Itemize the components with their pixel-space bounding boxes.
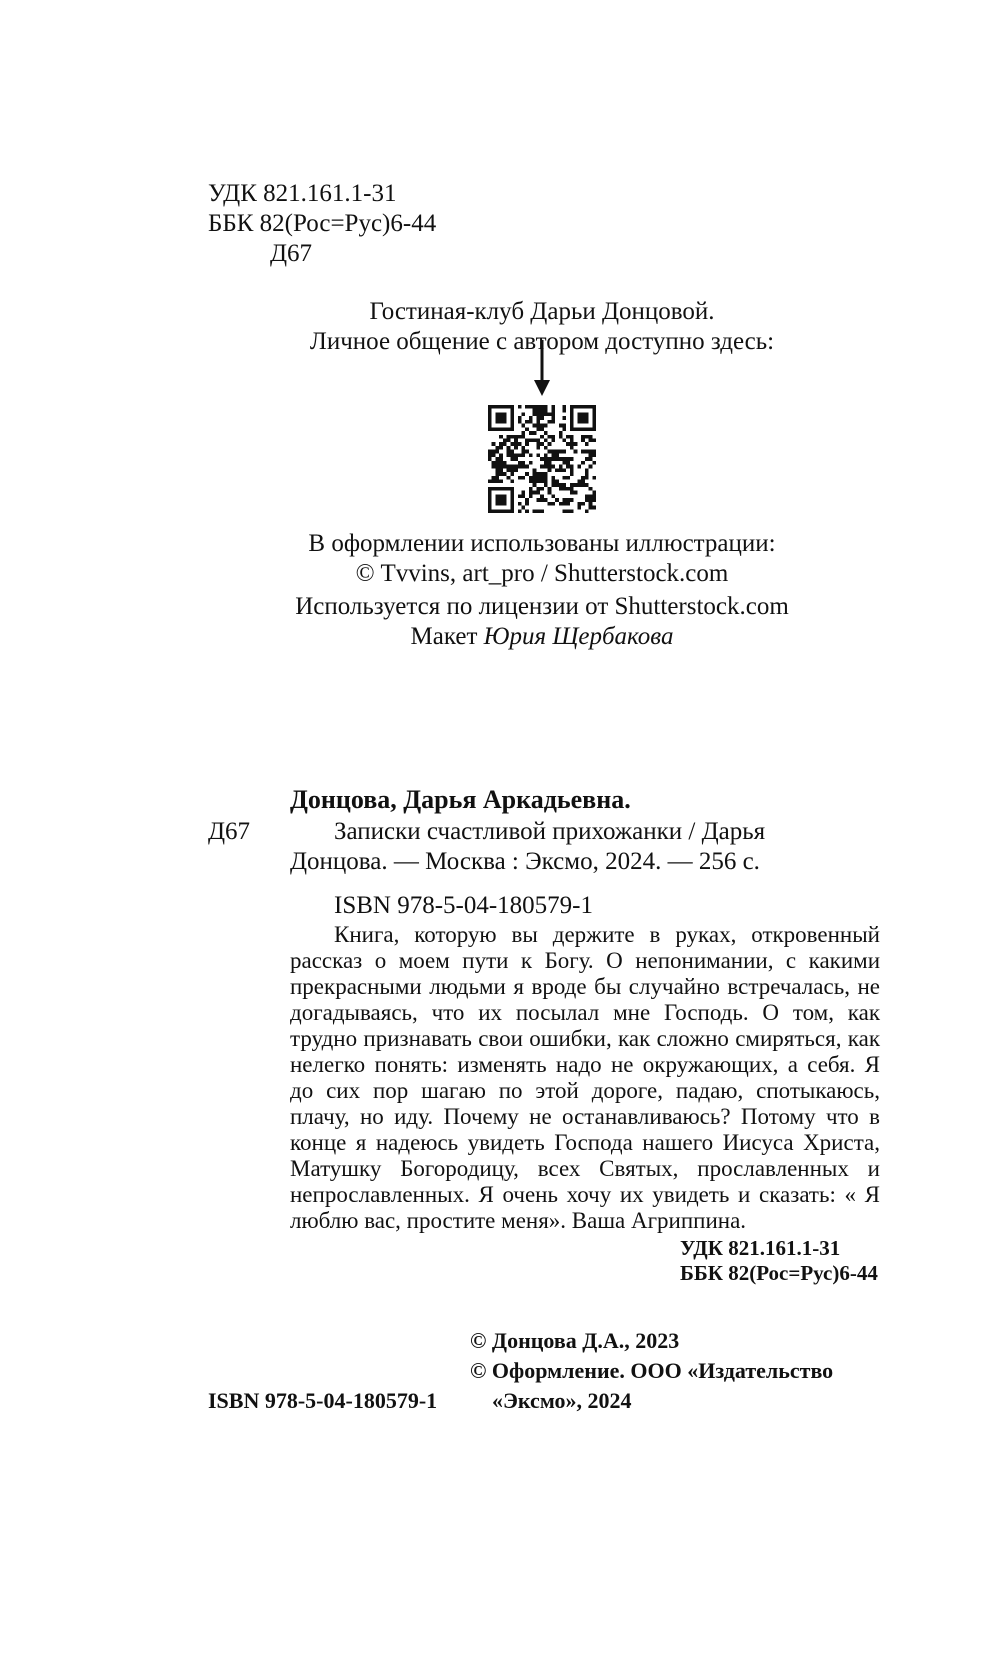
illustrations-source: © Tvvins, art_pro / Shutterstock.com — [355, 560, 729, 587]
book-title-line1: Записки счастливой прихожанки / Дарья — [334, 818, 766, 845]
annotation-text: Книга, которую вы держите в руках, откровенный рассказ о моем пути к Богу. О непонимании, с какими прекрасными людьми я вроде бы случайно встречалась, не догадываясь, что их посылал мне Господь. О том, как трудно признавать свои ошибки, как сложно смиряться, как нелегко понять: изменять надо не окружающих, а себя. Я до сих пор шагаю по этой дороге, падаю, спотыкаюсь, плачу, но иду. Почему не останавливаюсь? Потому что в конце я надеюсь увидеть Господа нашего Иисуса Христа, Матушку Богородицу, всех Святых, прославленных и непрославленных. Я очень хочу их увидеть и сказать: « Я люблю вас, простите меня». Ваша Агриппина. — [290, 922, 880, 1233]
club-subtitle: Личное общение с автором доступно здесь: — [309, 328, 775, 355]
qr-code-icon[interactable] — [488, 405, 596, 513]
footer-bbk: ББК 82(Рос=Рус)6-44 — [680, 1261, 878, 1285]
copyright-design-line2: «Эксмо», 2024 — [492, 1388, 632, 1413]
illustrations-credit: В оформлении использованы иллюстрации: — [308, 530, 776, 557]
footer-isbn: ISBN 978-5-04-180579-1 — [208, 1388, 438, 1413]
isbn-line: ISBN 978-5-04-180579-1 — [334, 892, 594, 919]
book-title-line2: Донцова. — Москва : Эксмо, 2024. — 256 с. — [290, 848, 760, 875]
author-heading: Донцова, Дарья Аркадьевна. — [290, 785, 631, 814]
club-title: Гостиная-клуб Дарьи Донцовой. — [369, 298, 715, 325]
copyright-author: © Донцова Д.А., 2023 — [470, 1328, 680, 1353]
biblio-mark: Д67 — [208, 818, 251, 845]
author-mark: Д67 — [270, 240, 313, 267]
arrow-down-icon — [532, 340, 552, 396]
layout-designer: Юрия Щербакова — [483, 623, 674, 650]
udk-code: УДК 821.161.1-31 — [208, 180, 397, 207]
layout-credit — [0, 623, 1000, 651]
license-note: Используется по лицензии от Shutterstock.com — [295, 593, 789, 620]
layout-prefix: Макет — [410, 623, 484, 650]
annotation — [290, 922, 880, 1234]
footer-udk: УДК 821.161.1-31 — [680, 1236, 841, 1260]
bbk-code: ББК 82(Рос=Рус)6-44 — [208, 210, 437, 237]
copyright-design-line1: © Оформление. ООО «Издательство — [470, 1358, 834, 1383]
